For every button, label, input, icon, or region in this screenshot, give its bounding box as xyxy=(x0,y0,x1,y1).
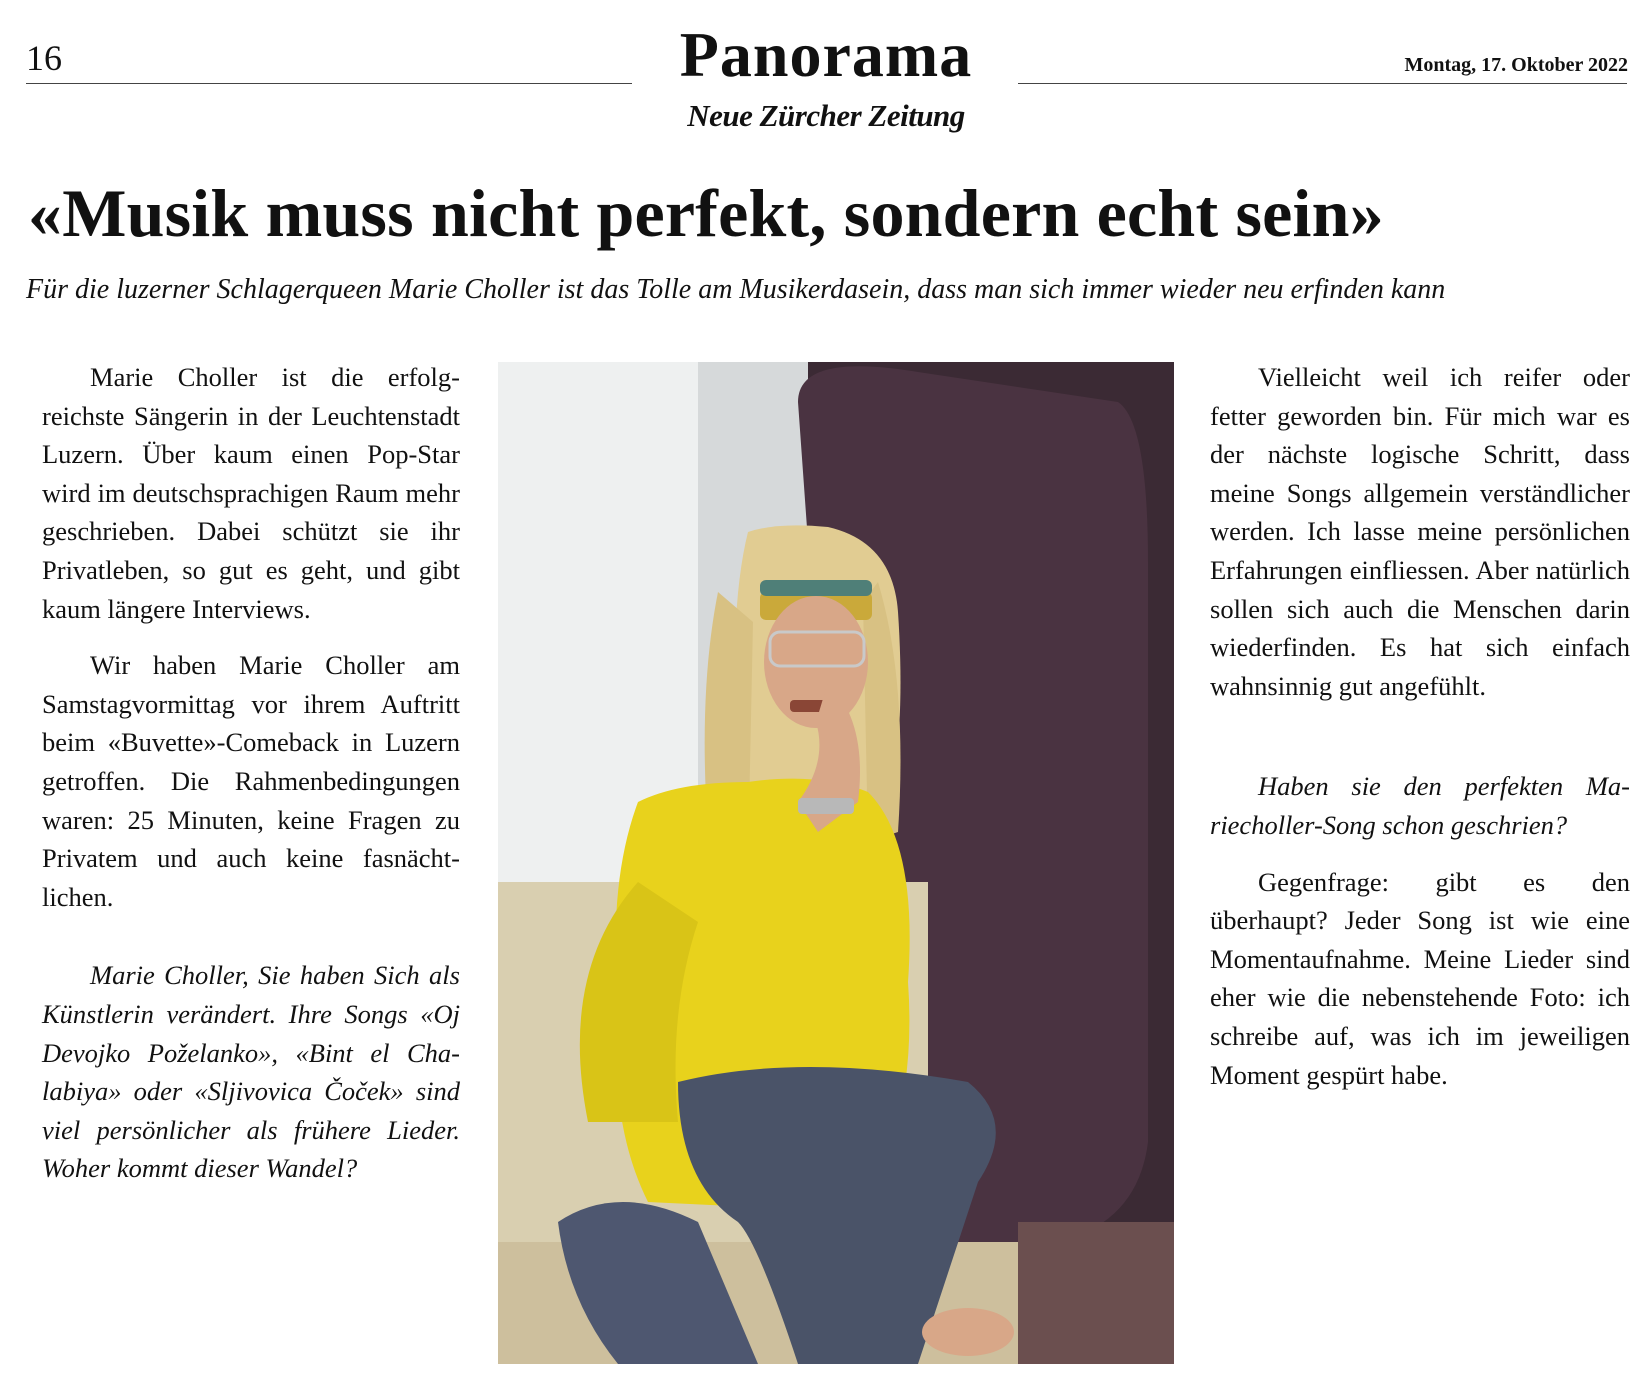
left-column xyxy=(42,358,460,1206)
intro-paragraph: Marie Choller ist die erfolgreichste Sängerin in der Leuchtenstadt Luzern. Über kaum einen Pop-Star wird im deutschsprachigen Raum mehr geschrieben. Dabei schützt sie ihr Privatleben, so gut es geht, und gibt kaum längere Interviews. xyxy=(42,362,460,624)
page-number: 16 xyxy=(26,38,62,78)
context-paragraph: Wir haben Marie Choller am Samstagvormittag vor ihrem Auftritt beim «Buvette»-Comeback in Luzern getroffen. Die Rahmenbedingungen waren: 25 Minuten, keine Fragen zu Privatem und auch keine fasnächtlichen. xyxy=(42,650,460,912)
interview-question-1: Marie Choller, Sie haben Sich als Künstlerin verändert. Ihre Songs «Oj Devojko Poželanko», «Bint el Chalabiya» oder «Sljivovica Čoček» sind viel persönlicher als frühere Lieder. Woher kommt dieser Wandel? xyxy=(42,960,460,1184)
article-headline: «Musik muss nicht perfekt, sondern echt sein» xyxy=(28,175,1384,251)
article-photo xyxy=(498,362,1174,1364)
interview-answer-2: Gegenfrage: gibt es den überhaupt? Jeder Song ist wie eine Momentaufnahme. Meine Lieder sind eher wie die nebenstehende Foto: ich schreibe auf, was ich im jeweiligen Moment gespürt habe. xyxy=(1210,866,1630,1090)
issue-date: Montag, 17. Oktober 2022 xyxy=(1404,54,1628,76)
newspaper-masthead: Neue Zürcher Zeitung xyxy=(687,98,965,133)
right-column xyxy=(1210,358,1630,1112)
portrait-illustration xyxy=(498,362,1174,1364)
article-subheadline: Für die luzerner Schlagerqueen Marie Choller ist das Tolle am Musikerdasein, dass man sich immer wieder neu erfinden kann xyxy=(26,274,1446,305)
interview-answer-1: Vielleicht weil ich reifer oder fetter geworden bin. Für mich war es der nächste logische Schritt, dass meine Songs allgemein verständlicher werden. Ich lasse meine persönlichen Erfahrungen einfliessen. Aber natürlich sollen sich auch die Menschen darin wiederfinden. Es hat sich einfach wahnsinnig gut angefühlt. xyxy=(1210,362,1630,701)
interview-question-2: Haben sie den perfekten Mariecholler-Song schon geschrien? xyxy=(1210,771,1630,840)
section-title: Panorama xyxy=(679,19,973,90)
